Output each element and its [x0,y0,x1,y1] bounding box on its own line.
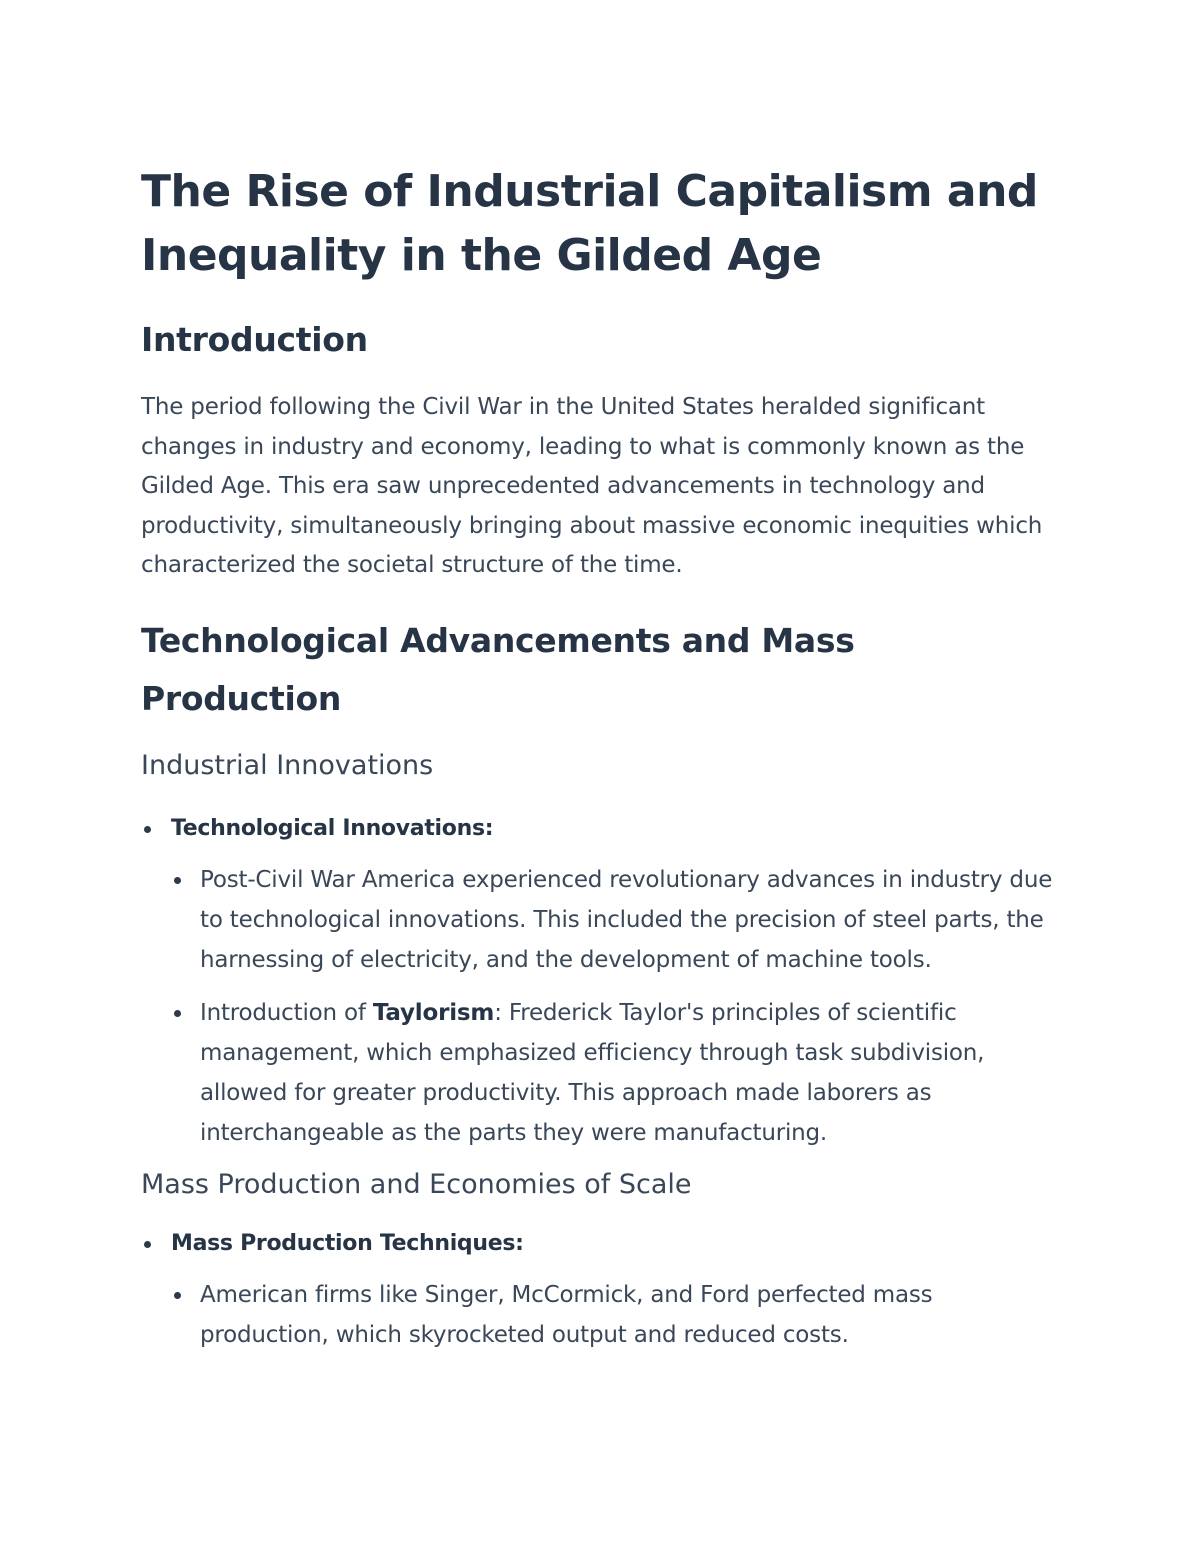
taylorism-text: : Frederick Taylor's principles of scientific management, which emphasized efficiency through task subdivision, allowed for greater productivity. This approach made laborers as interchangeable as the parts they were manufacturing. [200,999,985,1146]
bullet-icon [174,877,181,884]
industrial-sublist [171,860,1061,1153]
american-firms-text: American firms like Singer, McCormick, and Ford perfected mass production, which skyrocketed output and reduced costs. [200,1281,933,1348]
bullet-icon [144,1241,151,1248]
industrial-list [141,810,1061,1153]
list-item [171,993,1061,1153]
intro-heading: Introduction [141,320,368,359]
bullet-icon [174,1010,181,1017]
list-item [171,1275,1061,1355]
document-title: The Rise of Industrial Capitalism and Inequality in the Gilded Age [141,166,1038,281]
taylorism-prefix: Introduction of [200,999,373,1026]
list-item [141,810,1061,1153]
list-item [141,1225,1061,1355]
document-page [141,160,1061,1355]
post-civil-war-text: Post-Civil War America experienced revolutionary advances in industry due to technological innovations. This included the precision of steel parts, the harnessing of electricity, and the development of machine tools. [200,866,1053,973]
tech-section-heading: Technological Advancements and Mass Production [141,620,855,718]
list-item [171,860,1061,980]
taylorism-term: Taylorism [372,999,495,1026]
mass-production-sublist [171,1275,1061,1355]
bullet-icon [144,826,151,833]
industrial-innovations-heading: Industrial Innovations [141,749,434,781]
intro-paragraph: The period following the Civil War in the United States heralded significant changes in industry and economy, leading to what is commonly known as the Gilded Age. This era saw unprecedented advancements in technology and productivity, simultaneously bringing about massive economic inequities which characterized the societal structure of the time. [141,394,1043,578]
technological-innovations-label: Technological Innovations: [171,815,494,841]
mass-production-list [141,1225,1061,1355]
mass-production-heading: Mass Production and Economies of Scale [141,1168,692,1200]
mass-production-techniques-label: Mass Production Techniques: [171,1230,524,1256]
bullet-icon [174,1292,181,1299]
